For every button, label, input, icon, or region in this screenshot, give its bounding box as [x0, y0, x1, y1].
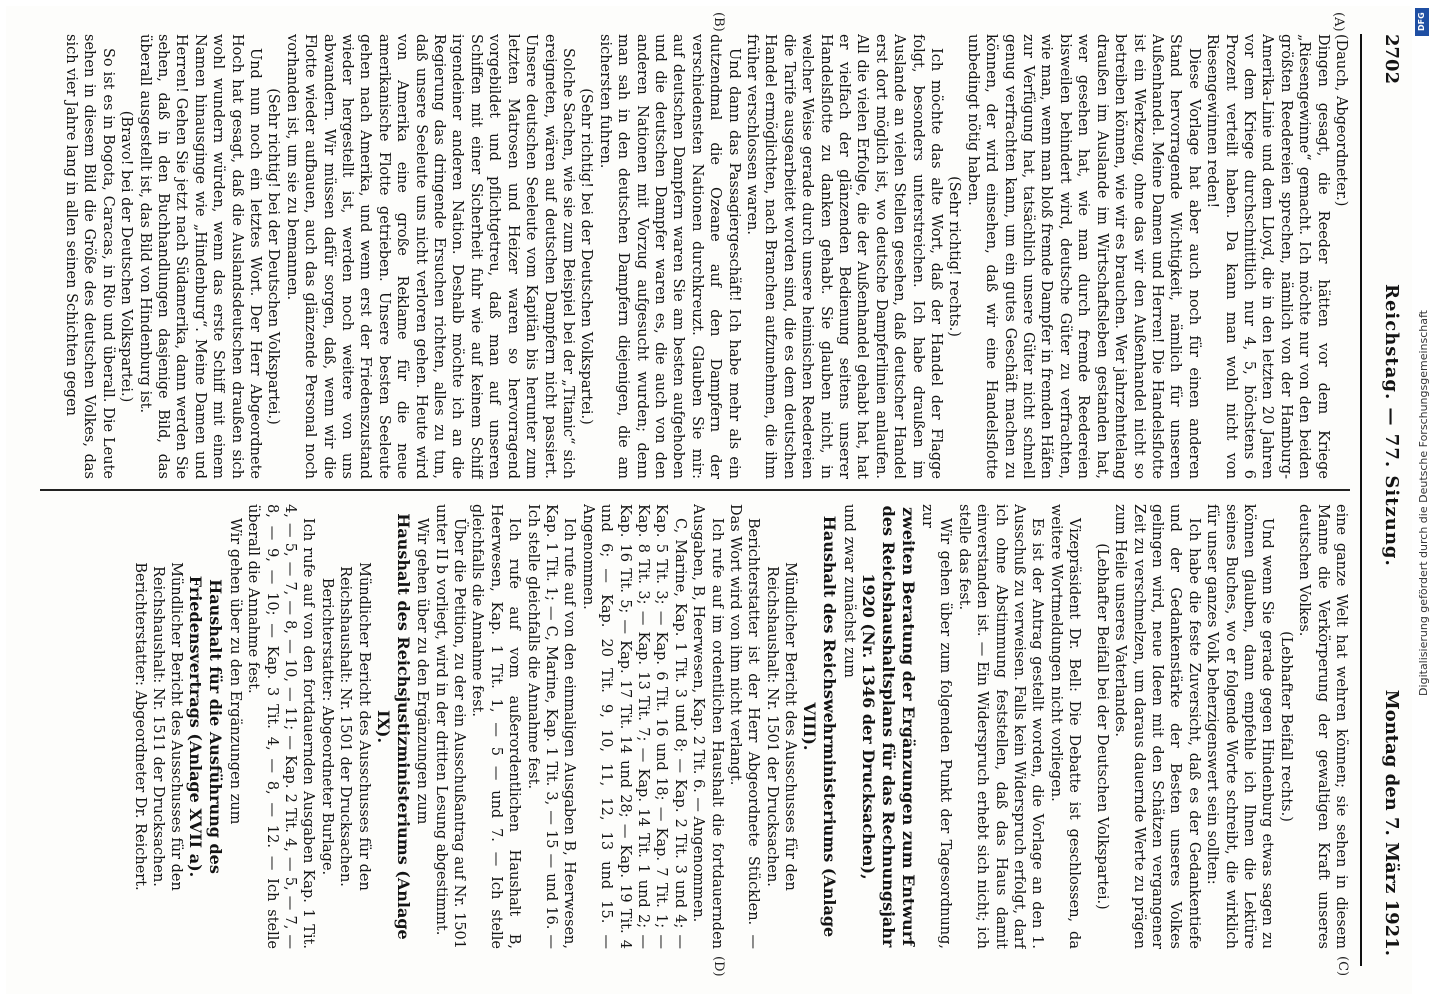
paragraph: Berichterstatter ist der Herr Abgeordnete Stücklen. — Das Wort wird von ihm nicht verlangt. [727, 504, 762, 949]
report-note: Mündlicher Bericht des Ausschusses für den Reichshaushalt: Nr. 1501 der Drucksachen. [763, 562, 799, 891]
section-heading: Haushalt des Reichswehrministeriums (Anlage VIII). [800, 515, 840, 938]
interjection: (Bravo! bei der Deutschen Volkspartei.) [118, 110, 135, 403]
margin-marker-a: (A) [1331, 12, 1346, 32]
margin-marker-d: (D) [711, 956, 726, 977]
paragraph: Über die Petition, zu der ein Ausschußantrag auf Nr. 1501 unter II b vorliegt, wird in der dritten Lesung abgestimmt. [432, 504, 467, 949]
interjection: (Sehr richtig! bei der Deutschen Volkspartei.) [265, 88, 282, 425]
paragraph: Ich rufe auf im ordentlichen Haushalt die fortdauernden Ausgaben, B, Heerwesen, Kap. 2 Tit. 6. — Angenommen. [690, 504, 725, 949]
interjection: (Sehr richtig! rechts.) [946, 176, 963, 337]
paragraph: Und wenn Sie gerade gegen Hindenburg etwas sagen zu können glauben, dann empfehle ich Ihnen die Lektüre seines Buches, wo er folgende Worte schreibt, die wirklich für unser ganzes Volk beherzigenswert sein sollten: [1204, 504, 1276, 949]
paragraph: Ich rufe auf vom außerordentlichen Haushalt B, Heerwesen, Kap. 1 Tit. 1, — 5 — und 7. — Ich stelle gleichfalls die Annahme fest. [469, 504, 523, 949]
agenda-heading: zweiten Beratung der Ergänzungen zum Entwurf des Reichshaushaltsplans für das Rechnungsjahr 1920 (Nr. 1346 der Drucksachen), [858, 505, 918, 948]
paragraph: Und dann das Passagiergeschäft! Ich habe mehr als ein dutzendmal die Ozeane auf den Dampfern der verschiedensten Nationen durchkreuzt. Glauben Sie mir: auf deutschen Dampfern waren Sie am besten aufgehoben und die deutschen Dampfer waren es, die auch von den anderen Nationen mit Vorzug aufgesucht wurden; denn man sah in den deutschen Dampfern diejenigen, die am sichersten fuhren. [596, 34, 742, 479]
paragraph: Ich möchte das alte Wort, daß der Handel der Flagge folgt, besonders unterstreichen. Ich habe draußen im Auslande an vielen Stellen gesehen, daß deutscher Handel erst dort möglich ist, wo deutsche Dampferlinien anlaufen. All die vielen Erfolge, die der Außenhandel gehabt hat, hat er vielfach der glänzenden Bedienung seitens unserer Handelsflotte zu danken gehabt. Sie glauben nicht, in welcher Weise gerade durch unsere heimischen Reedereien die Tarife ausgearbeitet worden sind, die es dem deutschen Handel ermöglichten, nach Branchen aufzunehmen, die ihm früher verschlossen waren. [744, 34, 945, 479]
section-heading: Haushalt für die Ausführung des Friedensvertrags (Anlage XVII a). [186, 575, 226, 878]
margin-marker-b: (B) [711, 12, 726, 32]
interjection: (Lebhafter Beifall bei der Deutschen Volkspartei.) [1093, 543, 1110, 910]
paragraph: und zwar zunächst zum [840, 504, 857, 678]
paragraph: Wir gehen über zum folgenden Punkt der Tagesordnung, zur [919, 504, 954, 949]
text-column-left [20, 34, 1350, 479]
margin-marker-c: (C) [1335, 956, 1350, 977]
paragraph: So ist es in Bogota, Caracas, in Rio und überall. Die Leute sehen in diesem Bild die Größe des deutschen Volkes, das sich vier Jahre lang in allen seinen Schichten gegen [62, 34, 116, 479]
column-divider [40, 489, 1350, 491]
section-heading: Haushalt des Reichsjustizministeriums (Anlage IX). [373, 513, 413, 940]
paragraph: eine ganze Welt hat wehren können; sie sehen in diesem Manne die Verkörperung der gewaltigen Kraft unseres deutschen Volkes. [1296, 504, 1349, 949]
dfg-logo: DFG [1415, 8, 1429, 36]
interjection: (Lebhafter Beifall rechts.) [1277, 631, 1294, 822]
report-note: Mündlicher Bericht des Ausschusses für den Reichshaushalt: Nr. 1501 der Drucksachen. [337, 562, 372, 891]
digitization-sidebar [1412, 0, 1434, 1000]
interjection: (Sehr richtig! bei der Deutschen Volkspartei.) [578, 88, 595, 425]
paragraph: Es ist der Antrag gestellt worden, die Vorlage an den 1. Ausschuß zu verweisen. Falls kein Widerspruch erfolgt, darf ich ohne Abstimmung feststellen, daß das Haus damit einverstanden ist. — Ein Widerspruch erhebt sich nicht; ich stelle das fest. [955, 504, 1046, 949]
digitization-credit: Digitalisierung gefördert durch die Deutsche Forschungsgemeinschaft [1417, 310, 1430, 696]
paragraph: Dingen gesagt, die Reeder hätten vor dem Kriege „Riesengewinne“ gemacht. Ich möchte nur von den beiden größten Reedereien sprechen, nämlich von der Hamburg-Amerika-Linie und dem Lloyd, die in den letzten 20 Jahren vor dem Kriege durchschnittlich nur 4, 5, höchstens 6 Prozent verteilt haben. Da kann man wohl nicht von Riesengewinnen reden! [1204, 34, 1331, 479]
paragraph: Ich rufe auf von den fortdauernden Ausgaben Kap. 1 Tit. 4, — 5, — 7, — 8, — 10, — 11; — Kap. 2 Tit. 4, — 5, — 7, — 8, — 9, — 10; — Kap. 3 Tit. 4, — 8, — 12. — Ich stelle überall die Annahme fest. [245, 504, 317, 949]
scanned-page [6, 6, 1416, 994]
paragraph: Ich rufe auf von den einmaligen Ausgaben B, Heerwesen, Kap. 1 Tit. 1; — C, Marine, Kap. 1 Tit. 3, — 15 — und 16. — Ich stelle gleichfalls die Annahme fest. [524, 504, 578, 949]
report-note: Mündlicher Bericht des Ausschusses für den Reichshaushalt: Nr. 1511 der Drucksachen. [150, 562, 185, 891]
paragraph: Diese Vorlage hat aber auch noch für einen anderen Stand hervorragende Wichtigkeit, nämlich für unseren Außenhandel. Meine Damen und Herren! Die Handelsflotte ist ein Werkzeug, ohne das wir den Außenhandel nicht so betreiben können, wie wir es brauchen. Wer jahrzehntelang draußen im Auslande im Wirtschaftsleben gestanden hat, wer gesehen hat, wie man durch fremde Reedereien bisweilen behindert wird, deutsche Güter zu verfrachten, wie man, wenn man bloß fremde Dampfer in fremden Häfen zur Verfügung hat, tatsächlich unsere Güter nicht schnell genug verfrachten kann, um ein gutes Geschäft machen zu können, der wird einsehen, daß wir eine Handelsflotte unbedingt nötig haben. [964, 34, 1202, 479]
rotated-sheet [6, 6, 1416, 994]
page-number: 2702 [1381, 34, 1402, 85]
paragraph: Und nun noch ein letztes Wort. Der Herr Abgeordnete Hoch hat gesagt, daß die Auslandsdeutschen draußen sich wohl wundern würden, wenn das erste Schiff mit einem Namen hinausginge wie „Hindenburg“. Meine Damen und Herren! Gehen Sie jetzt nach Südamerika, dann werden Sie sehen, daß in den Buchhandlungen dasjenige Bild, das überall ausgestellt ist, das Bild von Hindenburg ist. [136, 34, 264, 479]
page-header [1360, 34, 1410, 966]
paragraph: Vizepräsident Dr. Bell: Die Debatte ist geschlossen, da weitere Wortmeldungen nicht vorliegen. [1047, 504, 1083, 949]
reporter-note: Berichterstatter: Abgeordneter Burlage. [318, 577, 335, 876]
header-title: Reichstag. — 77. Sitzung. [1381, 284, 1402, 567]
reporter-note: Berichterstatter: Abgeordneter Dr. Reichert. [131, 562, 148, 891]
text-column-right [20, 504, 1350, 949]
paragraph: Wir gehen über zu den Ergänzungen zum [414, 518, 431, 825]
paragraph: Wir gehen über zu den Ergänzungen zum [226, 518, 243, 825]
speaker-note: (Dauch, Abgeordneter.) [1333, 34, 1349, 207]
paragraph: Solche Sachen, wie sie zum Beispiel bei der „Titanic“ sich ereigneten, wären auf deutschen Dampfern nicht passiert. Unsere deutschen Seeleute vom Kapitän bis herunter zum letzten Matrosen und Heizer waren so hervorragend vorgebildet und pflichtgetreu, daß man auf unseren Schiffen mit einer Sicherheit fuhr wie auf keinem Schiff irgendeiner anderen Nation. Deshalb möchte ich an die Regierung das dringende Ersuchen richten, alles zu tun, daß unsere Seeleute uns nicht verloren gehen. Heute wird von Amerika eine große Reklame für die neue amerikanische Flotte getrieben. Unsere besten Seeleute gehen nach Amerika, und wenn erst der Friedenszustand wieder hergestellt ist, werden noch weitere von uns abwandern. Wir müssen dafür sorgen, daß, wenn wir die Flotte wieder aufbauen, auch das glänzende Personal noch vorhanden ist, um sie zu bemannen. [283, 34, 576, 479]
quotation: Ich habe die feste Zuversicht, daß es der Gedankentiefe und der Gedankenstärke der Besten unseres Volkes gelingen wird, neue Ideen mit den Schätzen vergangener Zeit zu verschmelzen, um daraus dauernde Werte zu prägen zum Heile unseres Vaterlandes. [1112, 504, 1202, 949]
paragraph: C, Marine, Kap. 1 Tit. 3 und 8; — Kap. 2 Tit. 3 und 4; — Kap. 5 Tit. 3; — Kap. 6 Tit. 16 und 18; — Kap. 7 Tit. 1; — Kap. 8 Tit. 3; — Kap. 13 Tit. 7; — Kap. 14 Tit. 1 und 2; — Kap. 16 Tit. 5; — Kap. 17 Tit. 14 und 28; — Kap. 19 Tit. 4 und 6; — Kap. 20 Tit. 9, 10, 11, 12, 13 und 15. — Angenommen. [579, 504, 688, 949]
header-date: Montag den 7. März 1921. [1381, 689, 1402, 956]
